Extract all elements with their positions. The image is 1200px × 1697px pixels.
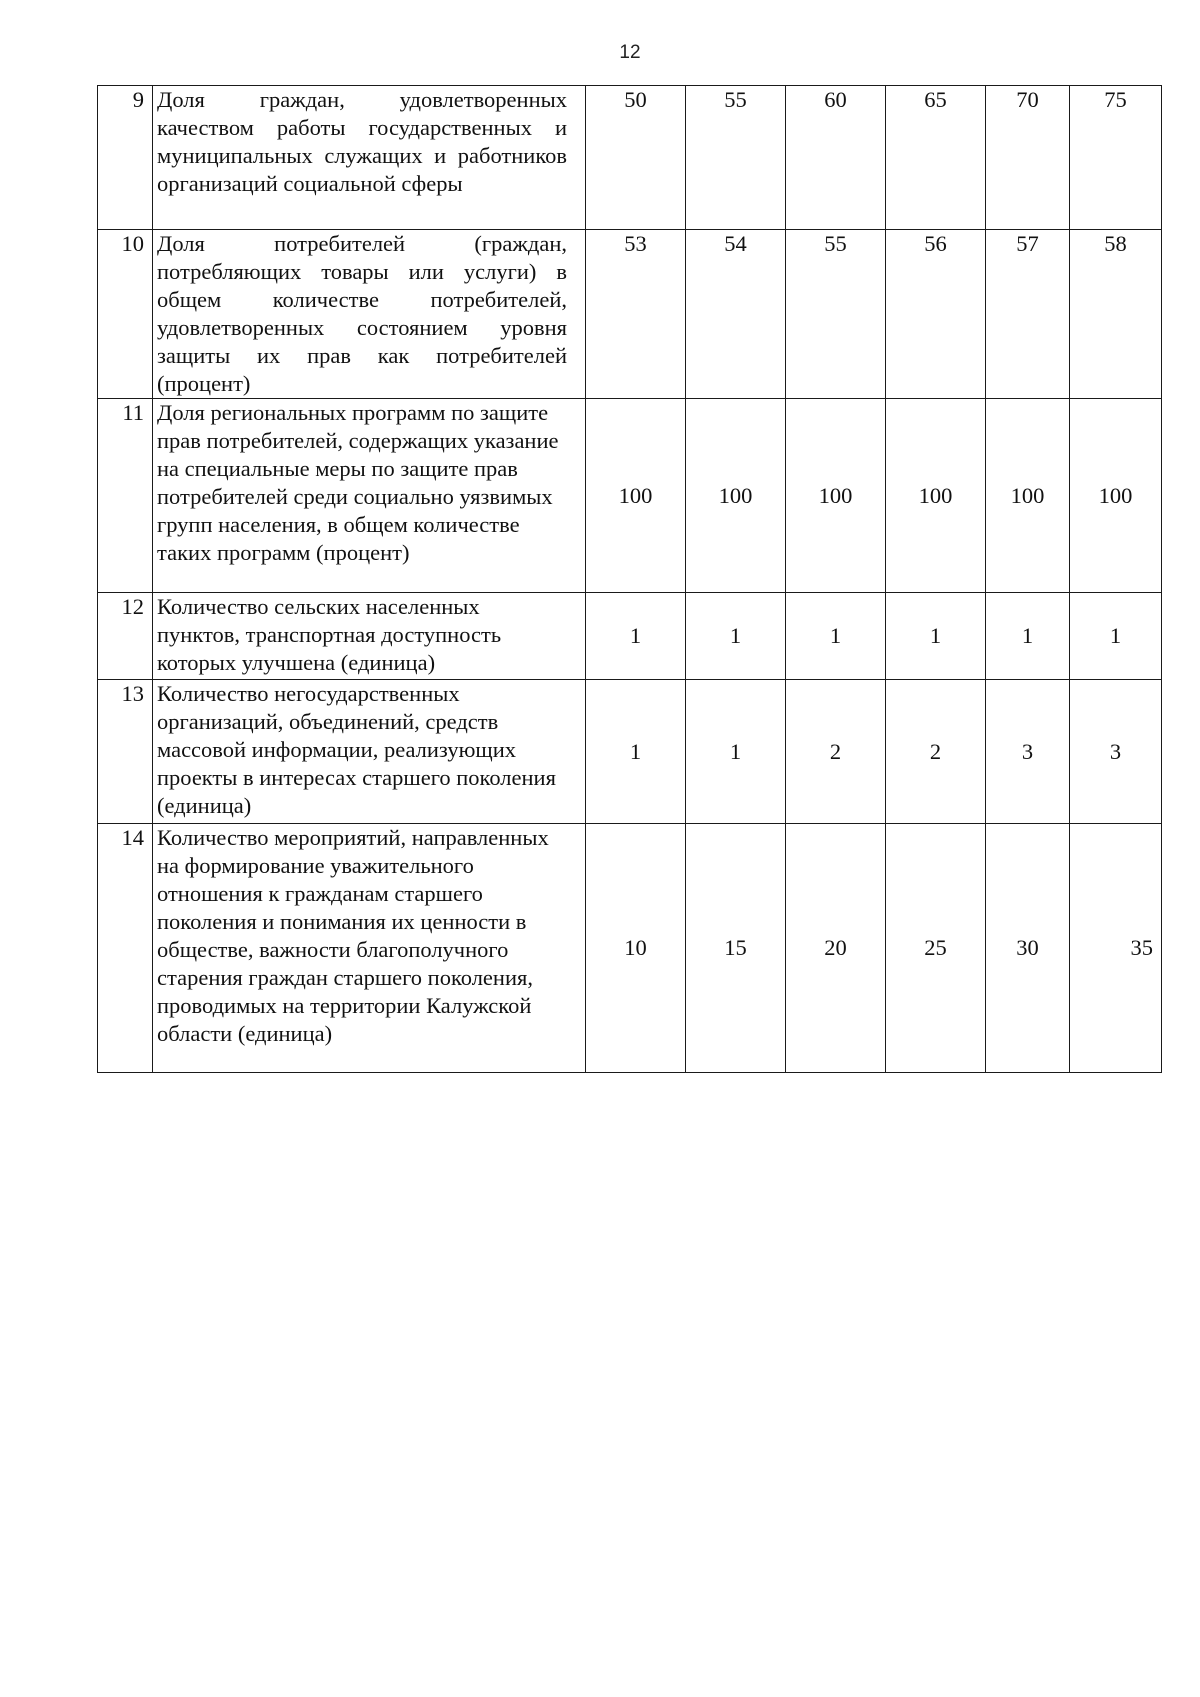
value-cell: 53 — [586, 230, 686, 399]
value-cell: 3 — [1070, 680, 1162, 824]
table-row — [98, 399, 1162, 593]
value-cell: 100 — [586, 399, 686, 593]
indicators-table — [97, 85, 1162, 1073]
value-cell: 1 — [786, 593, 886, 680]
value-cell: 20 — [786, 824, 886, 1073]
value-cell: 1 — [886, 593, 986, 680]
value-cell: 1 — [986, 593, 1070, 680]
indicator-description: Доля потребителей (граждан, потребляющих товары или услуги) в общем количестве потребителей, удовлетворенных состоянием уровня защиты их прав как потребителей (процент) — [153, 230, 586, 399]
indicator-description: Доля граждан, удовлетворенных качеством работы государственных и муниципальных служащих и работников организаций социальной сферы — [153, 86, 586, 230]
value-cell: 1 — [586, 680, 686, 824]
value-cell: 50 — [586, 86, 686, 230]
value-cell: 55 — [786, 230, 886, 399]
value-cell: 2 — [886, 680, 986, 824]
value-cell: 1 — [586, 593, 686, 680]
row-number: 9 — [98, 86, 153, 230]
indicator-description: Количество сельских населенных пунктов, транспортная доступность которых улучшена (единица) — [153, 593, 586, 680]
table-row — [98, 824, 1162, 1073]
row-number: 12 — [98, 593, 153, 680]
value-cell: 55 — [686, 86, 786, 230]
value-cell: 15 — [686, 824, 786, 1073]
row-number: 14 — [98, 824, 153, 1073]
table-row — [98, 86, 1162, 230]
value-cell: 60 — [786, 86, 886, 230]
row-number: 10 — [98, 230, 153, 399]
value-cell: 65 — [886, 86, 986, 230]
value-cell: 70 — [986, 86, 1070, 230]
value-cell: 54 — [686, 230, 786, 399]
row-number: 13 — [98, 680, 153, 824]
value-cell: 25 — [886, 824, 986, 1073]
value-cell: 1 — [686, 593, 786, 680]
indicator-description: Доля региональных программ по защите прав потребителей, содержащих указание на специальные меры по защите прав потребителей среди социально уязвимых групп населения, в общем количестве таких программ (процент) — [153, 399, 586, 593]
value-cell: 10 — [586, 824, 686, 1073]
value-cell: 100 — [986, 399, 1070, 593]
value-cell: 56 — [886, 230, 986, 399]
table-row — [98, 593, 1162, 680]
value-cell: 1 — [1070, 593, 1162, 680]
row-number: 11 — [98, 399, 153, 593]
value-cell: 58 — [1070, 230, 1162, 399]
value-cell: 100 — [886, 399, 986, 593]
value-cell: 100 — [686, 399, 786, 593]
value-cell: 35 — [1070, 824, 1162, 1073]
value-cell: 100 — [1070, 399, 1162, 593]
value-cell: 30 — [986, 824, 1070, 1073]
table-row — [98, 230, 1162, 399]
value-cell: 100 — [786, 399, 886, 593]
value-cell: 1 — [686, 680, 786, 824]
page-number: 12 — [619, 42, 641, 63]
indicator-description: Количество мероприятий, направленных на формирование уважительного отношения к гражданам старшего поколения и понимания их ценности в обществе, важности благополучного старения граждан старшего поколения, проводимых на территории Калужской области (единица) — [153, 824, 586, 1073]
value-cell: 75 — [1070, 86, 1162, 230]
value-cell: 57 — [986, 230, 1070, 399]
value-cell: 2 — [786, 680, 886, 824]
indicator-description: Количество негосударственных организаций, объединений, средств массовой информации, реализующих проекты в интересах старшего поколения (единица) — [153, 680, 586, 824]
value-cell: 3 — [986, 680, 1070, 824]
table-row — [98, 680, 1162, 824]
